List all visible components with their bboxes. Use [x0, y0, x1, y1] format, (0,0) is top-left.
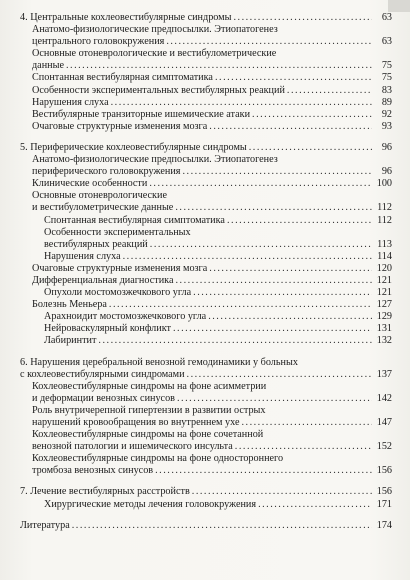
toc-page-number: 156 [376, 486, 392, 498]
toc-entry-title: 6. Нарушения церебральной венозной гемодинамики у больных [20, 356, 298, 368]
toc-page-number: 89 [381, 96, 392, 108]
toc-entry-row [20, 465, 392, 477]
toc-entry-row [20, 275, 392, 287]
toc-entry-title: венозной патологии и ишемического инсульта [32, 441, 233, 453]
dot-leader [107, 299, 372, 311]
toc-entry-row [20, 335, 392, 347]
toc-page-number: 120 [376, 262, 392, 274]
toc-entry-row [20, 109, 392, 121]
toc-entry-title: данные [32, 60, 64, 72]
toc-entry-row [20, 72, 392, 84]
dot-leader [225, 215, 372, 227]
toc-entry-title: Литература [20, 519, 70, 531]
toc-entry-title: Нарушения слуха [32, 96, 109, 108]
dot-leader [207, 263, 372, 275]
toc-page-number: 171 [376, 498, 392, 510]
dot-leader [190, 486, 372, 498]
toc-page-number: 131 [376, 323, 392, 335]
toc-page-number: 100 [376, 178, 392, 190]
toc-entry-row [20, 429, 392, 441]
toc-entry-row [20, 287, 392, 299]
toc-entry-title: Нейроваскулярный конфликт [44, 323, 171, 335]
dot-leader [147, 178, 372, 190]
toc-page-number: 113 [377, 238, 392, 250]
toc-entry-row [20, 24, 392, 36]
dot-leader [180, 166, 372, 178]
dot-leader [207, 121, 372, 133]
toc-entry-title: и деформации венозных синусов [32, 392, 175, 404]
toc-entry-title: Опухоли мостомозжечкового угла [44, 287, 192, 299]
toc-entry-title: с кохлеовестибулярными синдромами [20, 368, 185, 380]
toc-page-number: 75 [381, 72, 392, 84]
toc-entry-title: центрального головокружения [32, 36, 165, 48]
toc-entry-row [20, 263, 392, 275]
toc-page-number: 127 [376, 299, 392, 311]
toc-page-number: 63 [381, 12, 392, 23]
toc-chapter-row [20, 142, 392, 154]
dot-leader [191, 287, 372, 299]
toc-entry-title: Нарушения слуха [44, 250, 121, 262]
toc-page-number: 92 [381, 108, 392, 120]
toc-page-number: 114 [377, 250, 392, 262]
toc-page-number: 137 [376, 368, 392, 380]
toc-entry-title: Спонтанная вестибулярная симптоматика [44, 214, 225, 226]
toc-entry-title: 7. Лечение вестибулярных расстройств [20, 486, 190, 498]
toc-entry-row [20, 154, 392, 166]
toc-entry-row [20, 405, 392, 417]
toc-entry-title: Спонтанная вестибулярная симптоматика [32, 72, 213, 84]
dot-leader [213, 72, 372, 84]
toc-entry-title: Особенности экспериментальных [44, 226, 191, 238]
toc-page-number: 156 [376, 465, 392, 477]
toc-page-number: 96 [381, 141, 392, 153]
toc-entry-title: 5. Периферические кохлеовестибулярные синдромы [20, 141, 247, 153]
dot-leader [173, 275, 372, 287]
dot-leader [164, 36, 372, 48]
dot-leader [171, 323, 372, 335]
toc-entry-row [20, 381, 392, 393]
toc-entry-title: Очаговые структурные изменения мозга [32, 120, 208, 132]
dot-leader [153, 465, 372, 477]
toc-entry-title: периферического головокружения [32, 166, 181, 178]
toc-entry-row [20, 441, 392, 453]
toc-entry-row [20, 215, 392, 227]
dot-leader [109, 97, 372, 109]
toc-page-number: 63 [381, 36, 392, 48]
table-of-contents [20, 12, 392, 532]
toc-entry-row [20, 393, 392, 405]
toc-entry-title: Анатомо-физиологические предпосылки. Этиопатогенез [32, 24, 278, 36]
toc-entry-row [20, 453, 392, 465]
toc-entry-row [20, 311, 392, 323]
toc-entry-row [20, 178, 392, 190]
toc-page-number: 96 [381, 166, 392, 178]
toc-entry-title: Анатомо-физиологические предпосылки. Этиопатогенез [32, 154, 278, 166]
dot-leader [239, 417, 372, 429]
toc-entry-title: Болезнь Меньера [32, 299, 107, 311]
toc-entry-row [20, 417, 392, 429]
toc-page-number: 132 [376, 335, 392, 347]
dot-leader [185, 369, 372, 381]
toc-entry-row [20, 251, 392, 263]
toc-entry-title: Основные отоневрологические [32, 190, 167, 202]
toc-chapter-row [20, 357, 392, 369]
toc-entry-row [20, 299, 392, 311]
toc-entry-title: вестибулярных реакций [44, 238, 148, 250]
toc-entry-title: Хирургические методы лечения головокружения [44, 498, 257, 510]
toc-entry-title: Кохлеовестибулярные синдромы на фоне сочетанной [32, 429, 264, 441]
toc-entry-title: Клинические особенности [32, 178, 148, 190]
dot-leader [96, 335, 372, 347]
toc-page-number: 112 [377, 202, 392, 214]
toc-entry-row [20, 239, 392, 251]
toc-entry-row [20, 166, 392, 178]
toc-entry-row [20, 227, 392, 239]
toc-page-number: 152 [376, 441, 392, 453]
dot-leader [206, 311, 372, 323]
toc-entry-title: Кохлеовестибулярные синдромы на фоне одностороннего [32, 453, 284, 465]
toc-chapter-row [20, 12, 392, 24]
toc-chapter-row [20, 486, 392, 498]
toc-page-number: 129 [376, 311, 392, 323]
toc-entry-title: Роль внутричерепной гипертензии в развитии острых [32, 404, 266, 416]
dot-leader [256, 499, 372, 511]
toc-page-number: 142 [376, 392, 392, 404]
toc-chapter-row [20, 369, 392, 381]
dot-leader [250, 109, 372, 121]
dot-leader [148, 239, 372, 251]
toc-entry-title: Арахноидит мостомозжечкового угла [44, 311, 207, 323]
toc-entry-row [20, 60, 392, 72]
toc-page-number: 174 [376, 519, 392, 531]
toc-page-number: 121 [376, 287, 392, 299]
toc-entry-row [20, 323, 392, 335]
toc-entry-row [20, 202, 392, 214]
toc-entry-title: тромбоза венозных синусов [32, 465, 154, 477]
toc-entry-row [20, 85, 392, 97]
toc-entry-title: нарушений кровообращения во внутреннем ухе [32, 417, 240, 428]
toc-entry-row [20, 190, 392, 202]
toc-page-number: 112 [377, 214, 392, 226]
dot-leader [121, 251, 372, 263]
toc-page-number: 75 [381, 60, 392, 72]
dot-leader [173, 202, 372, 214]
toc-entry-title: Дифференциальная диагностика [32, 274, 174, 286]
toc-entry-row [20, 48, 392, 60]
dot-leader [285, 85, 372, 97]
toc-entry-title: Лабиринтит [44, 335, 97, 347]
dot-leader [175, 393, 372, 405]
toc-page-number: 83 [381, 84, 392, 96]
toc-entry-row [20, 97, 392, 109]
toc-entry-title: и вестибулометрические данные [32, 202, 174, 214]
toc-entry-title: Особенности экспериментальных вестибулярных реакций [32, 84, 285, 96]
toc-entry-row [20, 121, 392, 133]
dot-leader [64, 60, 372, 72]
dot-leader [231, 12, 372, 24]
toc-entry-title: Очаговые структурные изменения мозга [32, 262, 208, 274]
toc-page-number: 147 [376, 417, 392, 428]
toc-entry-title: Основные отоневрологические и вестибулометрические [32, 48, 277, 60]
toc-entry-row [20, 499, 392, 511]
dot-leader [233, 441, 372, 453]
dot-leader [247, 142, 372, 154]
toc-entry-title: 4. Центральные кохлеовестибулярные синдромы [20, 12, 232, 23]
toc-page-number: 93 [381, 120, 392, 132]
toc-chapter-row [20, 520, 392, 532]
toc-entry-title: Кохлеовестибулярные синдромы на фоне асимметрии [32, 380, 267, 392]
toc-entry-row [20, 36, 392, 48]
dot-leader [70, 520, 372, 532]
page-corner-shadow [388, 0, 410, 12]
toc-page-number: 121 [376, 274, 392, 286]
toc-entry-title: Вестибулярные транзиторные ишемические атаки [32, 108, 251, 120]
